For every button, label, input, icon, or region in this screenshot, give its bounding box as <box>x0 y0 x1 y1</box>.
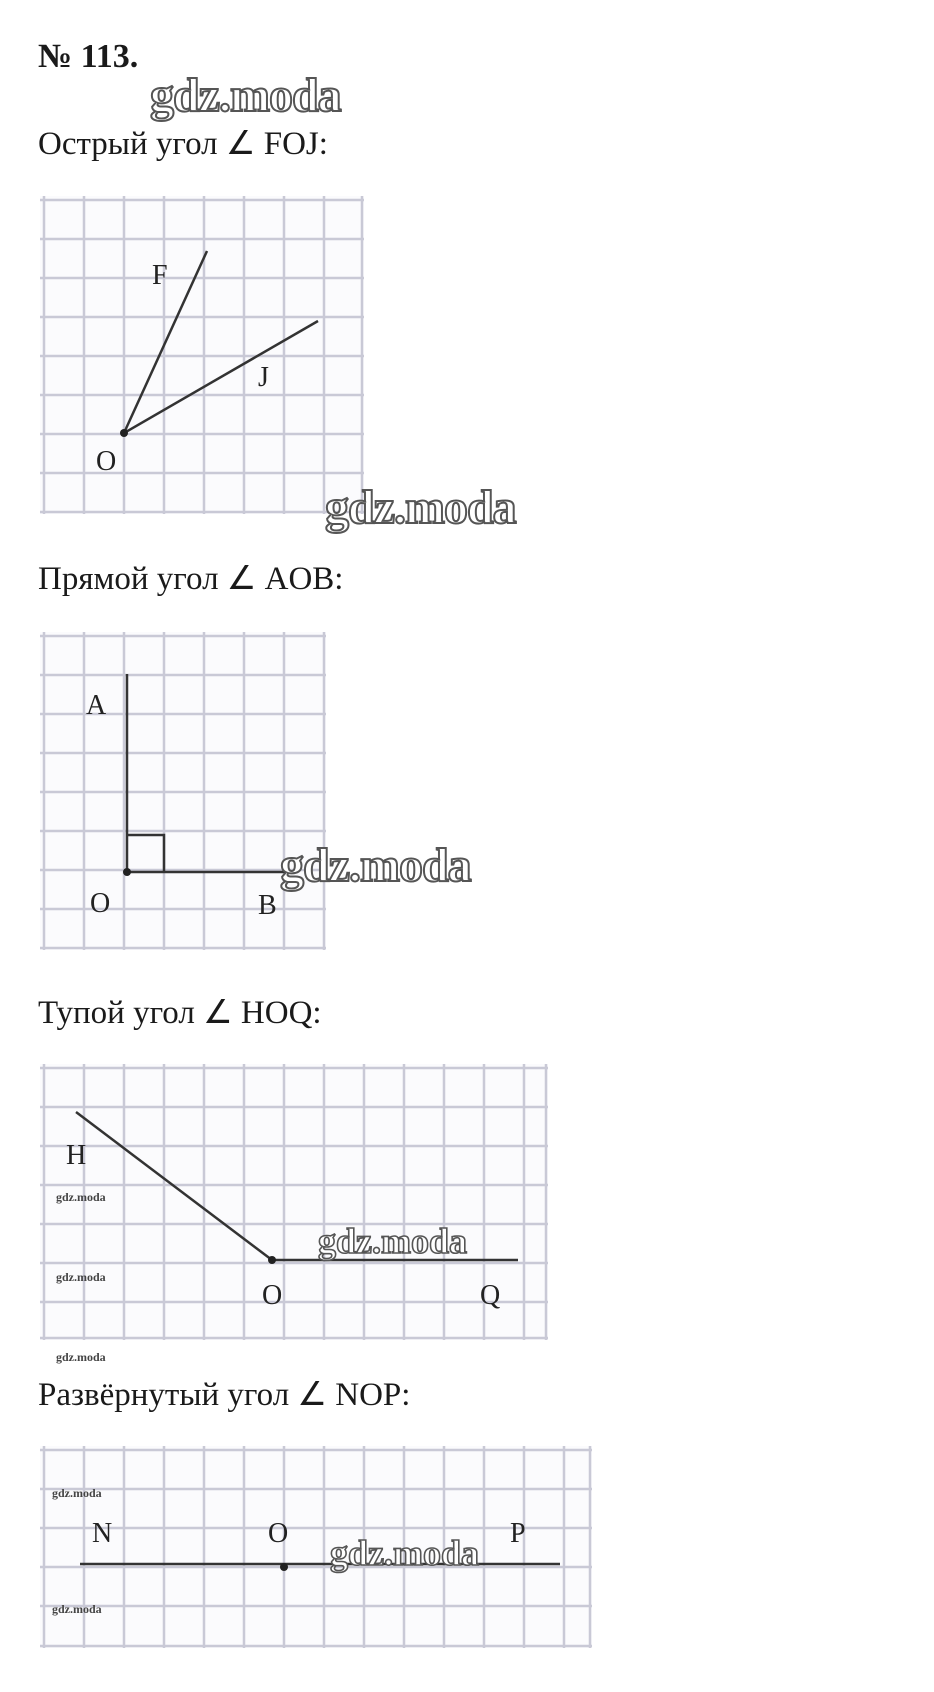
watermark-small: gdz.moda <box>56 1270 106 1284</box>
watermark-small: gdz.moda <box>56 1190 106 1204</box>
watermark-small: gdz.moda <box>52 1602 102 1616</box>
vertex-point <box>280 1563 288 1571</box>
label-o: O <box>96 446 117 477</box>
vertex-point <box>123 868 131 876</box>
obtuse-angle-figure <box>40 1064 548 1340</box>
caption-obtuse-angle: Тупой угол ∠ HOQ: <box>38 995 322 1031</box>
watermark: gdz.moda <box>150 69 341 122</box>
watermark: gdz.moda <box>330 1533 480 1573</box>
label-f: F <box>152 260 168 291</box>
label-q: Q <box>480 1280 501 1311</box>
label-p: P <box>510 1518 526 1549</box>
watermark: gdz.moda <box>318 1221 468 1261</box>
label-j: J <box>258 362 269 393</box>
caption-straight-angle: Развёрнутый угол ∠ NOP: <box>38 1377 411 1413</box>
label-b: B <box>258 890 277 921</box>
problem-number: № 113. <box>38 38 139 75</box>
acute-angle-figure <box>40 196 364 514</box>
label-h: H <box>66 1140 87 1171</box>
caption-acute-angle: Острый угол ∠ FOJ: <box>38 126 328 162</box>
caption-right-angle: Прямой угол ∠ AOB: <box>38 561 344 597</box>
watermark-small: gdz.moda <box>56 1350 106 1364</box>
vertex-point <box>268 1256 276 1264</box>
vertex-point <box>120 429 128 437</box>
label-o: O <box>268 1518 289 1549</box>
label-o: O <box>262 1280 283 1311</box>
watermark: gdz.moda <box>280 839 471 892</box>
straight-angle-figure <box>40 1446 592 1648</box>
right-angle-figure <box>40 632 326 950</box>
label-a: A <box>86 690 107 721</box>
label-o: O <box>90 888 111 919</box>
watermark-small: gdz.moda <box>52 1486 102 1500</box>
label-n: N <box>92 1518 113 1549</box>
watermark: gdz.moda <box>325 481 516 534</box>
